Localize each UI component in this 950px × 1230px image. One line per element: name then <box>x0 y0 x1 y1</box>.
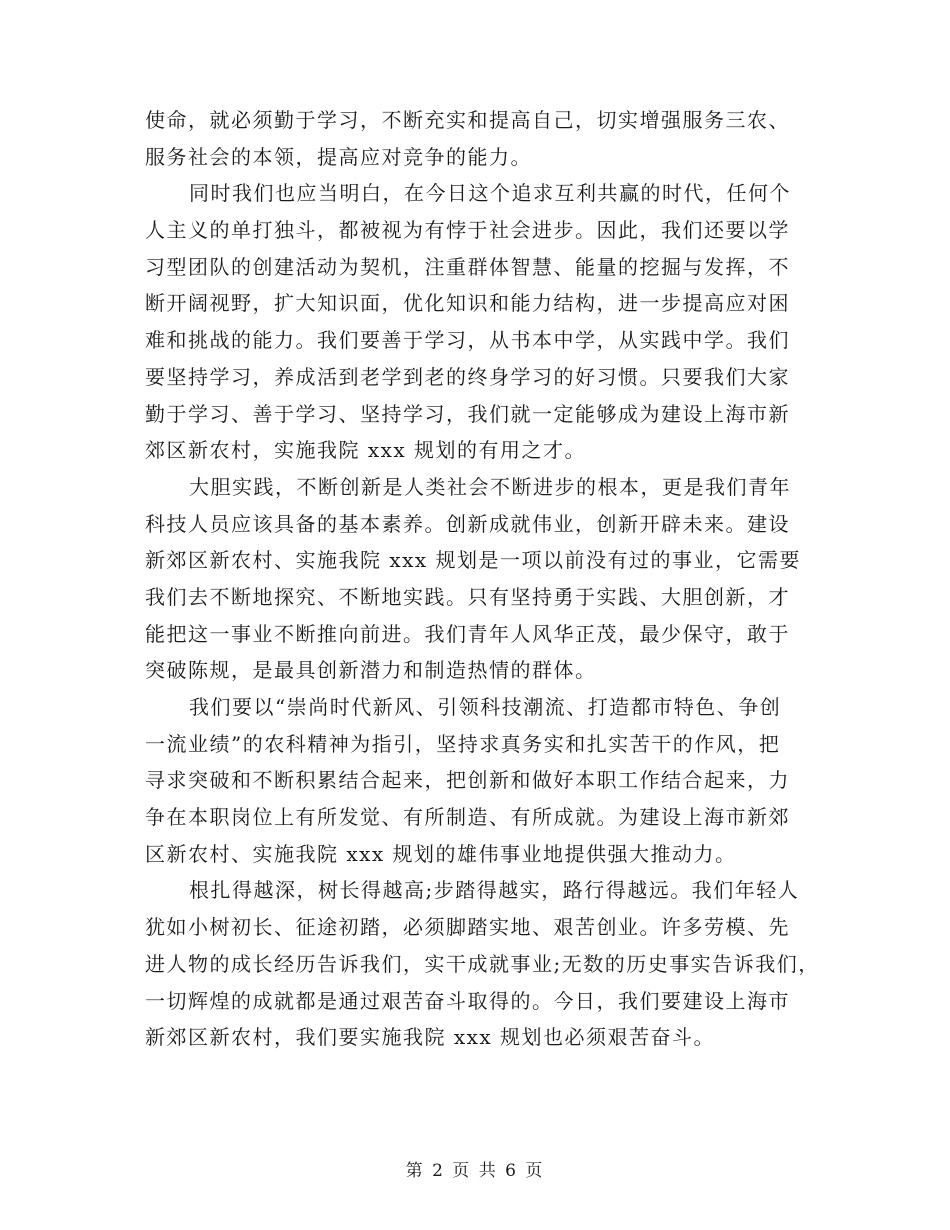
text-line: 勤于学习、善于学习、坚持学习，我们就一定能够成为建设上海市新 <box>145 401 790 426</box>
text-line: 服务社会的本领，提高应对竞争的能力。 <box>145 144 532 169</box>
text-line: 要坚持学习，养成活到老学到老的终身学习的好习惯。只要我们大家 <box>145 364 790 389</box>
paragraph-3 <box>145 469 825 689</box>
text-line: 一流业绩”的农科精神为指引，坚持求真务实和扎实苦干的作风，把 <box>145 731 781 756</box>
text-line: 犹如小树初长、征途初踏，必须脚踏实地、艰苦创业。许多劳模、先 <box>145 915 790 940</box>
paragraph-4 <box>145 689 825 872</box>
text-line: 科技人员应该具备的基本素养。创新成就伟业，创新开辟未来。建设 <box>145 511 790 536</box>
text-line: 新郊区新农村，我们要实施我院 xxx 规划也必须艰苦奋斗。 <box>145 1025 716 1050</box>
text-line: 大胆实践，不断创新是人类社会不断进步的根本，更是我们青年 <box>189 474 791 499</box>
paragraph-2 <box>145 175 825 469</box>
text-line: 习型团队的创建活动为契机，注重群体智慧、能量的挖掘与发挥，不 <box>145 254 790 279</box>
text-line: 人主义的单打独斗，都被视为有悖于社会进步。因此，我们还要以学 <box>145 218 790 243</box>
text-line: 一切辉煌的成就都是通过艰苦奋斗取得的。今日，我们要建设上海市 <box>145 988 790 1013</box>
text-line: 寻求突破和不断积累结合起来，把创新和做好本职工作结合起来，力 <box>145 768 790 793</box>
text-line: 郊区新农村，实施我院 xxx 规划的有用之才。 <box>145 438 587 463</box>
document-body <box>145 102 825 1056</box>
text-line: 能把这一事业不断推向前进。我们青年人风华正茂，最少保守，敢于 <box>145 621 790 646</box>
paragraph-5 <box>145 872 825 1055</box>
text-line: 难和挑战的能力。我们要善于学习，从书本中学，从实践中学。我们 <box>145 328 790 353</box>
text-line: 进人物的成长经历告诉我们，实干成就事业;无数的历史事实告诉我们， <box>145 951 820 976</box>
text-line: 断开阔视野，扩大知识面，优化知识和能力结构，进一步提高应对困 <box>145 291 790 316</box>
text-line: 同时我们也应当明白，在今日这个追求互利共赢的时代，任何个 <box>189 181 791 206</box>
text-line: 我们要以“崇尚时代新风、引领科技潮流、打造都市特色、争创 <box>189 695 782 719</box>
page-number-footer: 第 2 页 共 6 页 <box>405 1161 545 1181</box>
text-line: 区新农村、实施我院 xxx 规划的雄伟事业地提供强大推动力。 <box>145 841 737 866</box>
paragraph-1 <box>145 102 825 175</box>
text-line: 新郊区新农村、实施我院 xxx 规划是一项以前没有过的事业，它需要 <box>145 548 802 573</box>
text-line: 争在本职岗位上有所发觉、有所制造、有所成就。为建设上海市新郊 <box>145 805 790 830</box>
text-line: 突破陈规，是最具创新潜力和制造热情的群体。 <box>145 658 597 683</box>
text-line: 根扎得越深，树长得越高;步踏得越实，路行得越远。我们年轻人 <box>189 878 800 903</box>
text-line: 我们去不断地探究、不断地实践。只有坚持勇于实践、大胆创新，才 <box>145 584 790 609</box>
text-line: 使命，就必须勤于学习，不断充实和提高自己，切实增强服务三农、 <box>145 108 790 132</box>
